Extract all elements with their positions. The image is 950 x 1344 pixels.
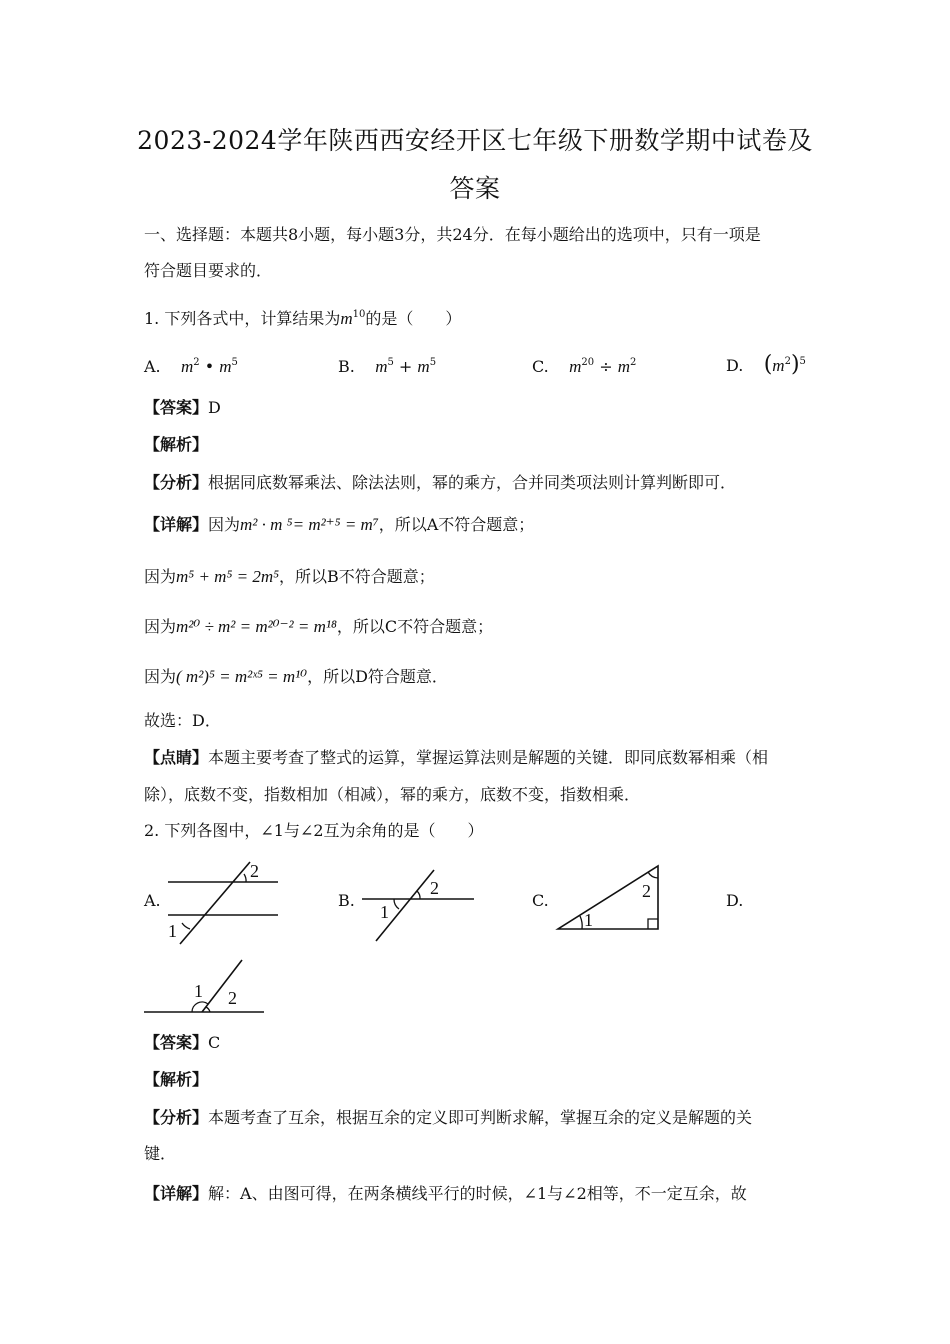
q1-option-b-base2: m [417,357,430,376]
q2-analysis-tag: 【解析】 [144,1070,209,1089]
q2-option-c-label: C. [532,891,549,910]
q1-stem-prefix: 1. 下列各式中，计算结果为 [144,309,341,328]
q1-detail-b [144,566,814,588]
q1-option-b-op: + [393,357,418,376]
q2-fenxi-tag: 【分析】 [144,1108,209,1127]
q2-detail-text-1: 解：A、由图可得，在两条横线平行的时候，∠1与∠2相等，不一定互余，故 [208,1184,747,1203]
q1-detail-d-prefix: 因为 [144,667,177,686]
q1-detail-c-math: m²⁰ ÷ m² = m²⁰⁻² = m¹⁸ [176,617,337,636]
q2-option-d-label: D. [726,891,744,910]
q1-option-c-base1: m [569,357,582,376]
q2-option-a-label: A. [144,891,161,910]
q1-option-a-exp1: 2 [193,357,200,368]
q2-figure-d [140,956,270,1020]
q1-option-c [532,356,636,378]
q2-figure-c-angle-1-arc [580,916,582,929]
q2-fenxi-text-1: 本题考查了互余，根据互余的定义即可判断求解，掌握互余的定义是解题的关 [208,1108,753,1127]
q2-figure-a-label-2: 2 [250,861,259,881]
q1-detail-tag: 【详解】 [144,515,209,534]
q1-option-c-label: C. [532,357,549,376]
q1-option-c-exp1: 20 [581,357,595,368]
q1-option-d-exp2: 5 [799,356,806,367]
q1-detail-a-suffix: ，所以A不符合题意； [378,515,535,534]
q1-option-a-exp2: 5 [231,357,238,368]
q1-option-b [338,356,436,378]
document-title-line-2: 答案 [449,174,501,203]
q1-dianjing-text-1: 本题主要考查了整式的运算，掌握运算法则是解题的关键．即同底数幂相乘（相 [208,748,769,767]
q1-option-d-close: ) [790,352,800,377]
q1-detail-d [144,666,814,688]
q1-option-c-base2: m [617,357,630,376]
q2-answer-tag: 【答案】 [144,1033,209,1052]
q1-option-d [726,354,806,377]
q1-detail-d-suffix: ，所以D符合题意． [307,667,448,686]
q1-detail-c-suffix: ，所以C不符合题意； [336,617,494,636]
q2-answer [144,1032,814,1054]
q1-option-b-exp1: 5 [387,357,394,368]
q1-answer-value: D [208,398,221,417]
q2-figure-a-label-1: 1 [168,921,177,941]
document-title-line-1: 2023-2024学年陕西西安经开区七年级下册数学期中试卷及 [137,126,813,155]
q1-conclusion: 故选：D． [144,711,221,730]
q2-stem: 2. 下列各图中，∠1与∠2互为余角的是（ ） [144,821,484,840]
section-heading-line-2: 符合题目要求的． [144,261,273,280]
q2-figure-c-angle-2-arc [648,872,658,878]
q2-figure-b-label-2: 2 [430,878,439,898]
q1-detail-b-math: m⁵ + m⁵ = 2m⁵ [176,567,280,586]
q1-detail-c [144,616,814,638]
q2-figure-c-label-1: 1 [584,910,593,930]
q1-fenxi [144,472,814,494]
q1-option-a-op: • [199,357,220,376]
q2-figure-a [160,856,290,946]
q2-figure-d-label-2: 2 [228,988,237,1008]
q1-answer [144,397,814,419]
q1-option-d-label: D. [726,356,744,375]
q2-fenxi-line-2: 键． [144,1144,177,1163]
q1-dianjing-tag: 【点睛】 [144,748,209,767]
q2-figure-b [356,866,481,946]
q1-option-a [144,356,238,378]
q1-option-a-base1: m [180,357,194,376]
q1-answer-tag: 【答案】 [144,398,209,417]
q1-option-b-base1: m [375,357,388,376]
q2-figure-a-transversal [180,862,250,944]
q2-figure-c-label-2: 2 [642,881,651,901]
q2-answer-value: C [208,1033,221,1052]
q1-fenxi-text: 根据同底数幂乘法、除法法则，幂的乘方，合并同类项法则计算判断即可． [208,473,737,492]
q1-option-c-op: ÷ [594,357,618,376]
q2-fenxi-line-1 [144,1107,814,1129]
q1-detail-a-prefix: 因为 [208,515,241,534]
q2-figure-b-angle-2-arc [417,891,420,899]
q1-stem-exp: 10 [352,309,366,320]
q2-detail-tag: 【详解】 [144,1184,209,1203]
q1-option-a-label: A. [144,357,161,376]
q2-figure-b-angle-1-arc [394,899,399,909]
q1-option-a-base2: m [219,357,232,376]
q2-figure-c-right-angle-mark [648,919,658,929]
q2-figure-a-angle-1-arc [182,923,190,929]
q1-detail-a-math: m² · m ⁵= m²⁺⁵ = m⁷ [240,515,379,534]
q1-detail-a [144,514,814,536]
section-heading-line-1: 一、选择题：本题共8小题，每小题3分，共24分．在每小题给出的选项中，只有一项是 [144,225,761,244]
q1-detail-b-suffix: ，所以B不符合题意； [279,567,435,586]
q1-option-b-exp2: 5 [429,357,437,368]
q1-analysis-tag: 【解析】 [144,435,209,454]
q1-option-d-open: ( [763,352,773,377]
q1-dianjing-line-1 [144,747,814,769]
q1-stem-math: m [340,309,353,328]
q1-option-c-exp2: 2 [629,357,637,368]
q1-fenxi-tag: 【分析】 [144,473,209,492]
q2-figure-b-label-1: 1 [380,902,389,922]
q2-option-b-label: B. [338,891,355,910]
q2-figure-c [552,860,667,936]
q1-detail-b-prefix: 因为 [144,567,177,586]
q1-dianjing-line-2: 除），底数不变，指数相加（相减），幂的乘方，底数不变，指数相乘． [144,785,641,804]
q2-figure-a-angle-2-arc [244,874,246,882]
q1-stem [144,308,814,330]
q1-detail-c-prefix: 因为 [144,617,177,636]
q1-detail-d-math: ( m²)⁵ = m²ˣ⁵ = m¹⁰ [176,667,308,686]
q1-stem-suffix: 的是（ ） [365,309,462,328]
q2-figure-d-label-1: 1 [194,981,203,1001]
q1-option-b-label: B. [338,357,355,376]
q1-option-d-base1: m [772,356,785,375]
q1-option-d-exp1: 2 [784,356,791,367]
q2-detail-line-1 [144,1183,814,1205]
